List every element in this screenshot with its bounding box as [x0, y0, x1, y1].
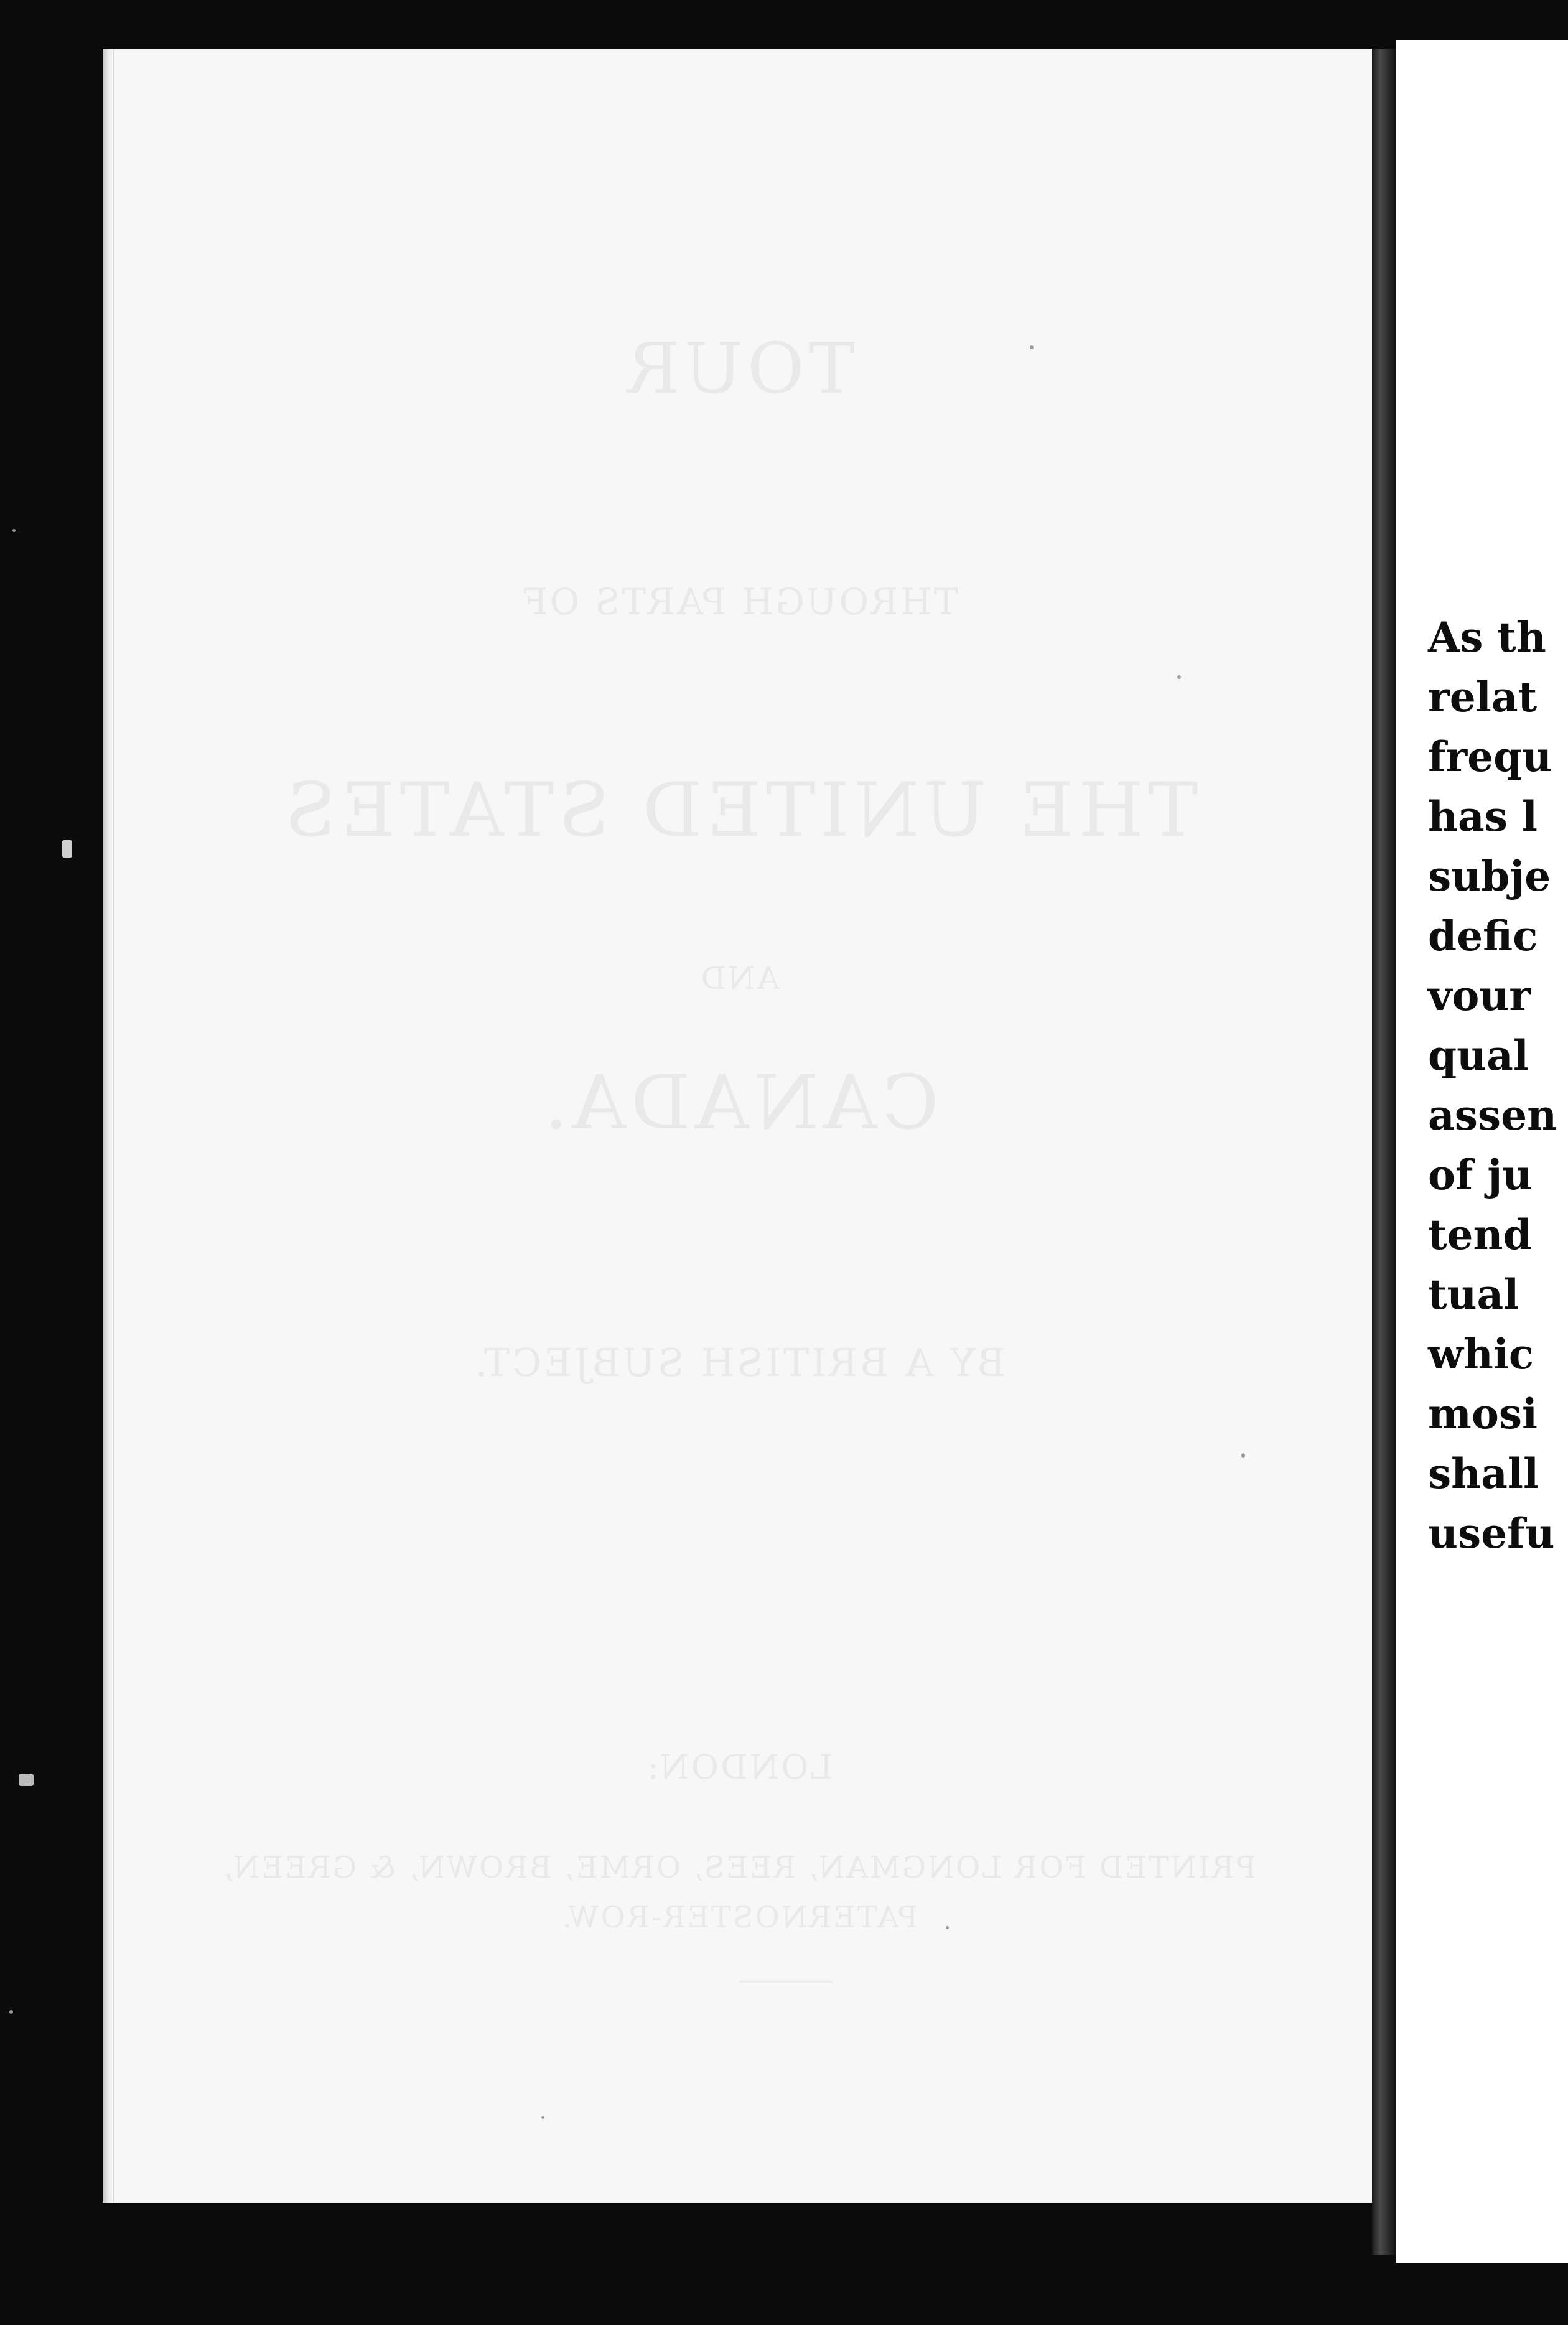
text-line: defic	[1428, 912, 1538, 960]
show-through-canada: CANADA.	[539, 1060, 939, 1146]
text-line: relat	[1428, 673, 1538, 721]
scan-speck	[62, 840, 72, 858]
left-page-blank	[103, 49, 1374, 2203]
text-line: shall	[1428, 1449, 1539, 1498]
text-line: As th	[1428, 613, 1546, 662]
text-line: mosi	[1428, 1390, 1538, 1438]
show-through-title: TOUR	[623, 329, 856, 409]
text-line: has l	[1428, 792, 1538, 841]
scan-speck	[946, 1926, 949, 1929]
show-through-place: LONDON:	[645, 1747, 833, 1787]
text-line: qual	[1428, 1031, 1529, 1080]
text-line: assen	[1428, 1091, 1557, 1139]
text-line: tend	[1428, 1210, 1532, 1259]
show-through-subtitle: THROUGH PARTS OF	[520, 581, 958, 623]
right-page-text	[1428, 607, 1568, 1563]
text-line: subje	[1428, 852, 1551, 901]
show-through-imprint-2: PATERNOSTER-ROW.	[560, 1900, 918, 1935]
text-line: tual	[1428, 1270, 1519, 1319]
show-through-rule	[739, 1981, 833, 1983]
right-page	[1396, 40, 1568, 2263]
text-line: vour	[1428, 971, 1531, 1020]
scan-speck	[12, 529, 16, 532]
scan-speck	[541, 2116, 544, 2119]
scan-speck	[1241, 1453, 1245, 1458]
text-line: whic	[1428, 1330, 1534, 1378]
show-through-imprint-1: PRINTED FOR LONGMAN, REES, ORME, BROWN, & GREEN,	[222, 1850, 1256, 1885]
book-gutter	[1372, 49, 1396, 2255]
scan-speck	[1177, 675, 1181, 679]
text-line: usefu	[1428, 1509, 1555, 1558]
text-line: frequ	[1428, 732, 1552, 781]
scan-speck	[19, 1774, 34, 1786]
show-through-and: AND	[699, 960, 780, 996]
text-line: of ju	[1428, 1151, 1533, 1199]
scan-speck	[9, 2010, 13, 2014]
scan-speck	[1030, 345, 1034, 349]
show-through-author: BY A BRITISH SUBJECT.	[472, 1340, 1006, 1385]
show-through-states: THE UNITED STATES	[281, 767, 1198, 854]
